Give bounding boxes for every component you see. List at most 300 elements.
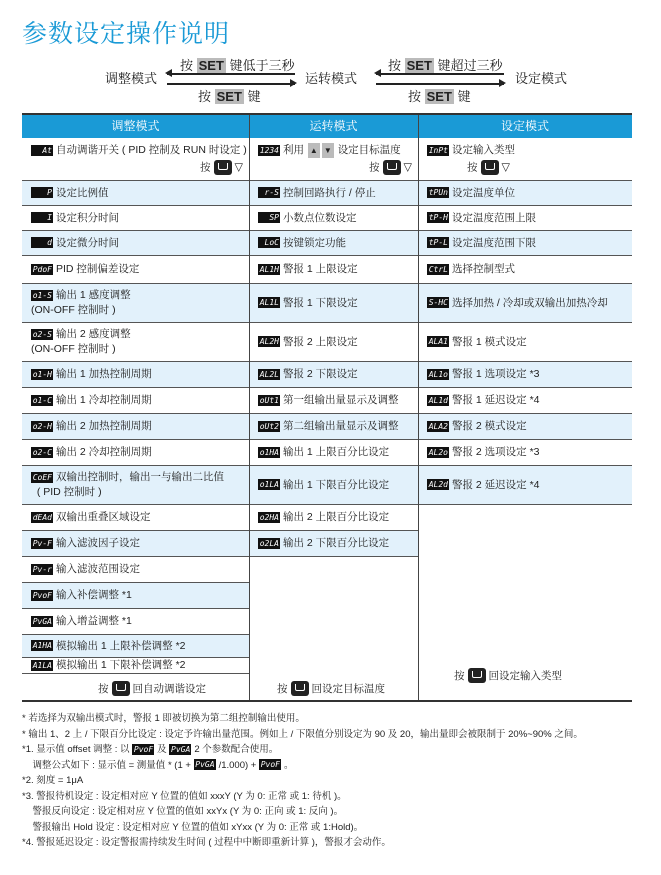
parameter-code: oUt1 <box>259 395 279 405</box>
row-line-2: ( PID 控制时 ) <box>31 486 102 498</box>
row-content <box>31 614 132 629</box>
table-row <box>22 388 249 414</box>
table-row <box>22 362 249 388</box>
table-row <box>22 231 249 256</box>
row-line <box>258 262 358 277</box>
row-line <box>31 393 152 408</box>
row-label: 输入补偿调整 *1 <box>56 589 132 601</box>
parameter-code: o1-C <box>32 395 52 405</box>
parameter-code: I <box>31 212 53 223</box>
row-content <box>258 419 399 434</box>
table-row <box>418 138 632 181</box>
table-row <box>249 323 418 362</box>
table-row <box>418 323 632 362</box>
table-row <box>249 440 418 466</box>
row-label: 警报 2 延迟设定 *4 <box>452 478 540 491</box>
row-label: 警报 1 选项设定 *3 <box>452 368 540 380</box>
row-content <box>258 143 418 175</box>
footnote-text: 调整公式如下 : 显示值 = 测量值 * (1 + <box>22 759 194 771</box>
press-text: 按 <box>454 670 465 682</box>
row-line <box>31 445 152 460</box>
table-row <box>418 466 632 505</box>
row-label: 警报 2 下限设定 <box>283 368 358 380</box>
parameter-code: ALA2 <box>428 421 448 431</box>
label-text: 键 <box>247 89 261 104</box>
row-line <box>31 262 139 277</box>
parameter-code: o1HA <box>259 447 279 457</box>
row-line <box>258 393 399 408</box>
parameter-code: r-S <box>258 187 280 198</box>
row-content <box>31 186 109 201</box>
table-row <box>418 231 632 256</box>
row-content <box>31 562 140 577</box>
table-row <box>22 181 249 206</box>
row-line <box>31 588 132 603</box>
footnote-line <box>22 773 583 789</box>
row-label: 输出 1 上限百分比设定 <box>283 446 390 458</box>
row-label: 警报 1 下限设定 <box>283 296 358 309</box>
parameter-code: CoEF <box>32 472 52 482</box>
table-row <box>22 466 249 505</box>
row-content <box>31 288 131 318</box>
row-line <box>31 186 109 201</box>
parameter-code: PvGA <box>32 616 52 626</box>
table-row <box>22 609 249 635</box>
parameter-code: PvoF <box>133 744 154 754</box>
label-text: 键超过三秒 <box>437 58 503 73</box>
row-label: 设定输入类型 <box>452 143 515 156</box>
table-row <box>22 635 249 658</box>
row-line <box>427 296 608 311</box>
up-arrow-key-icon: ▲ <box>308 143 320 158</box>
footnote-line <box>22 742 583 758</box>
footnotes <box>22 711 583 851</box>
flow-label-run-to-adjust <box>180 55 295 74</box>
arrow-right-icon <box>376 83 504 85</box>
parameter-code: At <box>31 145 53 156</box>
row-label: 输出 1 下限百分比设定 <box>283 478 390 491</box>
footnote-line <box>22 758 583 774</box>
column-divider <box>249 115 250 700</box>
row-content <box>427 478 540 493</box>
parameter-code: o1-H <box>32 369 52 379</box>
row-content <box>427 445 540 460</box>
parameter-code: dEAd <box>32 512 52 522</box>
table-row <box>249 466 418 505</box>
row-content <box>427 419 527 434</box>
footnote-text: 及 <box>157 744 170 755</box>
row-label: 输出 2 下限百分比设定 <box>283 537 390 549</box>
table-row <box>418 181 632 206</box>
row-content <box>31 211 119 226</box>
header-setting-mode: 设定模式 <box>418 115 632 138</box>
row-content <box>31 143 249 175</box>
row-content <box>427 186 515 201</box>
triangle-down-icon: ▽ <box>501 161 510 174</box>
footer-label: 回自动调谐设定 <box>132 683 206 695</box>
table-row <box>249 505 418 531</box>
table-row <box>249 231 418 256</box>
return-key-icon <box>112 681 130 696</box>
row-label: 输入滤波范围设定 <box>56 563 140 575</box>
row-line <box>427 393 540 408</box>
label-text: 键 <box>457 89 471 104</box>
row-content <box>31 236 119 251</box>
row-line <box>258 536 389 551</box>
row-line <box>258 296 358 311</box>
column-run-mode <box>249 138 418 700</box>
row-content <box>427 367 540 382</box>
row-label: PID 控制偏差设定 <box>56 263 140 275</box>
row-label: 按键锁定功能 <box>283 236 346 249</box>
table-row <box>249 181 418 206</box>
header-adjust-mode: 调整模式 <box>22 115 249 138</box>
row-line <box>31 614 132 629</box>
set-key: SET <box>198 58 224 73</box>
parameter-code: AL2o <box>428 447 448 457</box>
parameter-code: AL1o <box>428 369 448 379</box>
footnote-line <box>22 820 583 836</box>
parameter-code: P <box>31 187 53 198</box>
table-row <box>249 388 418 414</box>
row-content <box>258 367 358 382</box>
row-line <box>258 335 358 350</box>
row-line-2: (ON-OFF 控制时 ) <box>31 343 116 355</box>
parameter-code: 1234 <box>259 145 279 155</box>
parameter-code: o2-C <box>32 447 52 457</box>
table-row <box>22 505 249 531</box>
footnote-text: 2 个参数配合使用。 <box>194 744 279 755</box>
row-content <box>31 639 186 654</box>
return-key-icon <box>468 668 486 683</box>
return-key-icon <box>291 681 309 696</box>
parameter-code: AL2d <box>428 480 448 490</box>
row-line <box>258 445 389 460</box>
row-label: 利用 <box>283 143 304 156</box>
row-label: 警报 2 选项设定 *3 <box>452 446 540 458</box>
label-text: 键低于三秒 <box>229 58 295 73</box>
row-line <box>427 143 632 158</box>
row-label-b: 设定目标温度 <box>337 143 401 156</box>
flow-run-mode: 运转模式 <box>305 71 358 86</box>
row-label: 输入滤波因子设定 <box>56 537 140 549</box>
parameter-code: A1LA <box>32 660 52 670</box>
row-label: 设定温度范围下限 <box>452 236 536 249</box>
row-line <box>258 419 399 434</box>
row-label: 输出 1 冷却控制周期 <box>56 394 152 406</box>
table-row <box>249 206 418 231</box>
parameter-code: A1HA <box>32 641 52 651</box>
footer-setting <box>454 668 562 683</box>
parameter-code: LoC <box>258 237 280 248</box>
row-label: 输出 2 加热控制周期 <box>56 420 152 432</box>
parameter-code: d <box>31 237 53 248</box>
row-content <box>258 536 389 551</box>
footnote-text: /1.000) + <box>218 759 259 771</box>
row-line <box>31 639 186 654</box>
parameter-code: AL2H <box>259 337 279 347</box>
row-line-2: (ON-OFF 控制时 ) <box>31 304 116 316</box>
press-text: 按 <box>277 683 288 695</box>
down-arrow-key-icon: ▼ <box>322 143 334 158</box>
footnote-line <box>22 711 583 727</box>
footer-adjust <box>98 681 206 696</box>
row-label: 第二组输出量显示及调整 <box>283 420 399 432</box>
row-content <box>258 262 358 277</box>
footnote-text: * 输出 1、2 上 / 下限百分比设定 : 设定予许输出量范围。例如上 / 下限值分别设定为 90 及 20，输出量即会被限制于 20%~90% 之间。 <box>22 728 583 740</box>
row-content <box>258 510 389 525</box>
row-content <box>258 445 389 460</box>
parameter-code: InPt <box>428 145 448 155</box>
row-line <box>31 327 131 342</box>
return-key-icon <box>214 160 232 175</box>
parameter-code: PvGA <box>171 744 191 754</box>
press-text: 按 <box>198 89 212 104</box>
footer-label: 回设定输入类型 <box>488 670 562 682</box>
table-row <box>22 256 249 284</box>
press-text: 按 <box>98 683 109 695</box>
row-label: 选择加热 / 冷却或双输出加热冷却 <box>452 296 608 309</box>
parameter-code: AL1d <box>428 395 448 405</box>
row-content <box>31 327 131 357</box>
press-text: 按 <box>200 161 211 174</box>
parameter-code: SP <box>258 212 280 223</box>
row-line <box>427 211 536 226</box>
parameter-code: tP-L <box>428 238 448 248</box>
row-label: 设定微分时间 <box>56 236 119 249</box>
parameter-code: o2-S <box>32 329 52 339</box>
table-row <box>418 440 632 466</box>
table-row <box>22 557 249 583</box>
footnote-text: *4. 警报延迟设定 : 设定警报需持续发生时间 ( 过程中中断即重新计算 )，警报才会动作。 <box>22 837 391 848</box>
press-text: 按 <box>467 161 478 174</box>
row-line <box>427 236 536 251</box>
parameter-code: o1-S <box>32 290 52 300</box>
footnote-text: * 若选择为双输出模式时，警报 1 即被切换为第二组控制输出使用。 <box>22 713 305 724</box>
row-line <box>31 367 152 382</box>
column-setting-mode <box>418 138 632 700</box>
row-line <box>258 211 357 226</box>
row-content <box>258 296 358 311</box>
row-content <box>427 393 540 408</box>
parameter-code: PvoF <box>32 590 52 600</box>
row-label: 警报 2 模式设定 <box>452 420 527 432</box>
row-label: 设定比例值 <box>56 186 109 199</box>
parameter-code: o2LA <box>259 538 279 548</box>
row-label: 第一组输出量显示及调整 <box>283 394 399 406</box>
row-line <box>427 335 527 350</box>
table-row <box>22 440 249 466</box>
row-content <box>258 186 376 201</box>
press-hint <box>258 160 418 175</box>
row-line <box>427 186 515 201</box>
press-hint <box>427 160 632 175</box>
parameter-code: CtrL <box>428 264 448 274</box>
parameter-code: AL1H <box>259 264 279 274</box>
table-row <box>22 284 249 323</box>
row-label: 警报 1 延迟设定 *4 <box>452 394 540 406</box>
parameter-code: AL2L <box>259 369 279 379</box>
row-line <box>31 470 224 485</box>
row-label: 警报 1 模式设定 <box>452 335 527 348</box>
row-line <box>31 288 131 303</box>
row-content <box>427 211 536 226</box>
row-line <box>427 445 540 460</box>
footnote-text: 。 <box>283 759 294 771</box>
row-content <box>31 588 132 603</box>
row-line <box>31 510 151 525</box>
return-key-icon <box>481 160 499 175</box>
parameter-code: ALA1 <box>428 337 448 347</box>
row-content <box>31 536 140 551</box>
row-line <box>258 186 376 201</box>
footnote-text: *1. 显示值 offset 调整 : 以 <box>22 744 133 755</box>
row-label: 模拟输出 1 上限补偿调整 *2 <box>56 639 186 652</box>
row-line <box>258 367 358 382</box>
row-line <box>258 478 389 493</box>
row-label: 自动调谐开关 ( PID 控制及 RUN 时设定 ) <box>56 143 247 156</box>
row-content <box>31 367 152 382</box>
flow-setting-mode: 设定模式 <box>515 71 568 86</box>
parameter-code: PdoF <box>32 264 52 274</box>
table-row <box>418 256 632 284</box>
table-row <box>22 414 249 440</box>
table-row <box>22 206 249 231</box>
triangle-down-icon: ▽ <box>234 161 243 174</box>
row-content <box>427 262 515 277</box>
row-line <box>31 143 249 158</box>
row-label: 选择控制型式 <box>452 263 515 275</box>
arrow-right-icon <box>167 83 295 85</box>
table-row <box>418 284 632 323</box>
row-content <box>31 262 139 277</box>
footnote-line <box>22 727 583 743</box>
row-line <box>258 236 346 251</box>
row-label: 警报 1 上限设定 <box>283 263 358 275</box>
row-line <box>31 536 140 551</box>
row-content <box>427 236 536 251</box>
footnote-line <box>22 804 583 820</box>
row-line <box>31 419 152 434</box>
footer-label: 回设定目标温度 <box>311 683 385 695</box>
table-row <box>418 388 632 414</box>
row-content <box>427 143 632 175</box>
table-row <box>249 138 418 181</box>
row-label: 双输出重叠区域设定 <box>56 511 151 523</box>
row-content <box>427 335 527 350</box>
parameter-code: AL1L <box>259 298 279 308</box>
row-line <box>427 478 540 493</box>
row-label: 输出 1 感度调整 <box>56 289 131 301</box>
row-line <box>31 236 119 251</box>
row-label: 设定温度单位 <box>452 186 515 199</box>
row-content <box>31 470 224 500</box>
arrow-left-icon <box>167 73 295 75</box>
footer-run <box>277 681 385 696</box>
flow-adjust-mode: 调整模式 <box>105 71 158 86</box>
parameter-code: PvGA <box>195 760 215 770</box>
footnote-line <box>22 835 583 851</box>
parameter-code: S-HC <box>428 298 448 308</box>
row-content <box>258 211 357 226</box>
footnote-text: *3. 警报待机设定 : 设定相对应 Y 位置的值如 xxxY (Y 为 0: 正常 或 1: 待机 )。 <box>22 790 347 802</box>
row-line <box>427 262 515 277</box>
row-content <box>31 393 152 408</box>
arrow-left-icon <box>376 73 504 75</box>
row-content <box>31 510 151 525</box>
table-row <box>418 414 632 440</box>
parameter-code: o2HA <box>259 512 279 522</box>
flow-label-run-to-setting <box>408 86 471 105</box>
row-label: 警报 2 上限设定 <box>283 335 358 348</box>
column-divider <box>418 115 419 700</box>
parameter-code: o1LA <box>259 480 279 490</box>
column-adjust-mode <box>22 138 249 700</box>
row-line <box>427 419 527 434</box>
row-line <box>31 658 186 673</box>
header-run-mode: 运转模式 <box>249 115 418 138</box>
footnote-line <box>22 789 583 805</box>
parameter-code: Pv-r <box>32 564 52 574</box>
set-key: SET <box>216 89 242 104</box>
row-line <box>258 143 418 158</box>
press-text: 按 <box>388 58 402 73</box>
table-row <box>418 362 632 388</box>
row-label: 输出 2 上限百分比设定 <box>283 511 390 523</box>
parameter-code: tP-H <box>428 213 448 223</box>
row-content <box>427 296 608 311</box>
table-row <box>249 531 418 557</box>
row-content <box>258 236 346 251</box>
press-text: 按 <box>180 58 194 73</box>
row-label: 设定温度范围上限 <box>452 211 536 224</box>
row-label: 双输出控制时，输出一与输出二比值 <box>56 471 224 483</box>
table-row <box>22 531 249 557</box>
parameter-code: tPUn <box>428 188 448 198</box>
row-content <box>31 445 152 460</box>
row-content <box>258 478 389 493</box>
parameter-code: PvoF <box>260 760 280 770</box>
row-label: 小数点位数设定 <box>283 211 357 224</box>
footnote-text: *2. 刻度 = 1μA <box>22 775 84 786</box>
parameter-table <box>22 113 632 702</box>
row-label: 输入增益调整 *1 <box>56 615 132 627</box>
row-label: 输出 2 冷却控制周期 <box>56 446 152 458</box>
row-label: 设定积分时间 <box>56 211 119 224</box>
row-label: 输出 2 感度调整 <box>56 328 131 340</box>
row-content <box>258 335 358 350</box>
flow-label-setting-to-run <box>388 55 503 74</box>
table-row <box>22 323 249 362</box>
set-key: SET <box>426 89 452 104</box>
footnote-text: 警报输出 Hold 设定 : 设定相对应 Y 位置的值如 xYxx (Y 为 0: 正常 或 1:Hold)。 <box>22 821 364 833</box>
table-row <box>22 658 249 674</box>
press-text: 按 <box>369 161 380 174</box>
parameter-code: oUt2 <box>259 421 279 431</box>
triangle-down-icon: ▽ <box>403 161 412 174</box>
table-row <box>249 284 418 323</box>
row-content <box>31 658 186 673</box>
set-key: SET <box>406 58 432 73</box>
press-text: 按 <box>408 89 422 104</box>
flow-label-adjust-to-run <box>198 86 261 105</box>
row-line <box>31 562 140 577</box>
row-line <box>258 510 389 525</box>
row-label: 模拟输出 1 下限补偿调整 *2 <box>56 659 186 671</box>
table-row <box>22 138 249 181</box>
footnote-text: 警报反向设定 : 设定相对应 Y 位置的值如 xxYx (Y 为 0: 正向 或 1: 反向 )。 <box>22 806 344 817</box>
row-line <box>427 367 540 382</box>
